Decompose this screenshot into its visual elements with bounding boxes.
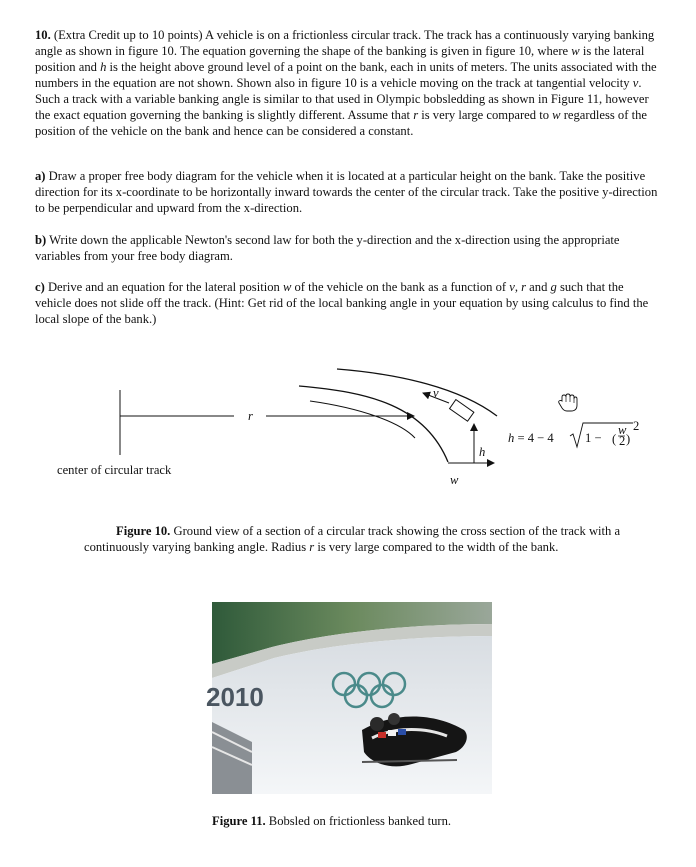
problem-lead: (Extra Credit up to 10 points)	[53, 28, 203, 42]
eq-pow: 2	[633, 419, 640, 433]
eq-num: w	[618, 423, 627, 437]
var-v: v	[632, 76, 639, 90]
bobsled-photo	[206, 602, 492, 794]
var-w: w	[282, 280, 292, 294]
var-w: w	[552, 108, 561, 122]
var-g: g	[550, 280, 557, 294]
eq-paren-left: (	[612, 432, 617, 446]
eq-one: 1 −	[585, 431, 602, 445]
part-c-text: such that the vehicle does not slide off the track. (Hint: Get rid of the local banking angle in your equation by using calculus to find the local slope of the bank.)	[35, 280, 649, 326]
problem-text: regardless of the position of the vehicle on the bank and hence can be considered a constant.	[35, 108, 647, 138]
part-a	[35, 168, 660, 216]
problem-text: is very large compared to	[418, 108, 553, 122]
track-lane	[310, 401, 415, 438]
part-a-label: a)	[35, 169, 46, 183]
var-w: w	[571, 44, 580, 58]
track-outer-edge	[337, 369, 497, 416]
figure10-text: is very large compared to the width of the bank.	[314, 540, 559, 554]
part-c-label: c)	[35, 280, 45, 294]
figure11-caption	[212, 814, 451, 829]
var-r: r	[413, 108, 419, 122]
part-c	[35, 279, 660, 327]
var-r: r	[521, 280, 527, 294]
figure10-diagram	[0, 350, 696, 510]
problem-text: A vehicle is on a frictionless circular track. The track has a continuously varying banking angle as shown in figure 10. The equation governing the shape of the banking is given in figure 10, where	[35, 28, 655, 58]
figure11-text: Bobsled on frictionless banked turn.	[265, 814, 452, 828]
problem-text: is the height above ground level of a point on the bank, each in units of meters. The units associated with the numbers in the equation are not shown. Shown also in figure 10 is a vehicle moving on the track at tangential velocity	[35, 60, 657, 90]
vehicle-box	[450, 400, 474, 422]
eq-den: 2	[619, 434, 626, 448]
var-r: r	[309, 540, 315, 554]
problem-text: . Such a track with a variable banking angle is similar to that used in Olympic bobsledding as shown in Figure 11, however the exact equation governing the banking is slightly different. Assume that	[35, 76, 649, 122]
label-w: w	[450, 473, 459, 487]
problem-text: is the lateral position and	[35, 44, 645, 74]
label-r: r	[248, 409, 253, 423]
hand-cursor-icon	[559, 394, 577, 411]
figure10-label: Figure 10.	[116, 524, 171, 538]
label-v: v	[433, 386, 439, 400]
var-h: h	[100, 60, 107, 74]
center-label: center of circular track	[57, 463, 172, 477]
figure11-label: Figure 11.	[212, 814, 266, 828]
part-c-text: ,	[514, 280, 522, 294]
svg-text:h = 4 − 4	[508, 431, 554, 445]
figure10-caption	[84, 523, 664, 555]
part-c-text: and	[526, 280, 551, 294]
part-a-text: Draw a proper free body diagram for the vehicle when it is located at a particular height on the bank. Take the positive direction for its x-coordinate to be horizontally inward towards the center of the circular track. Take the positive y-direction to be perpendicular and upward from the x-direction.	[35, 169, 658, 215]
track-inner-edge	[299, 386, 448, 462]
figure10-text: Ground view of a section of a circular track showing the cross section of the track with a continuously varying banking angle. Radius	[84, 524, 621, 554]
part-c-text: Derive and an equation for the lateral position	[44, 280, 283, 294]
part-b-text: Write down the applicable Newton's second law for both the y-direction and the x-direction using the appropriate variables from your free body diagram.	[35, 233, 620, 263]
part-b	[35, 232, 660, 264]
problem-statement	[35, 27, 660, 139]
problem-number: 10.	[35, 28, 51, 42]
eq-paren-right: )	[626, 432, 631, 446]
bobsled-illustration	[206, 602, 492, 794]
var-v: v	[509, 280, 515, 294]
label-h: h	[479, 445, 486, 459]
part-b-label: b)	[35, 233, 47, 247]
banking-equation	[508, 419, 639, 448]
part-c-text: of the vehicle on the bank as a function of	[291, 280, 510, 294]
eq-mid: = 4 − 4	[514, 431, 554, 445]
figure10-caption-line	[84, 523, 664, 555]
photo-2010-text: 2010	[206, 682, 264, 712]
eq-h: h	[508, 431, 515, 445]
